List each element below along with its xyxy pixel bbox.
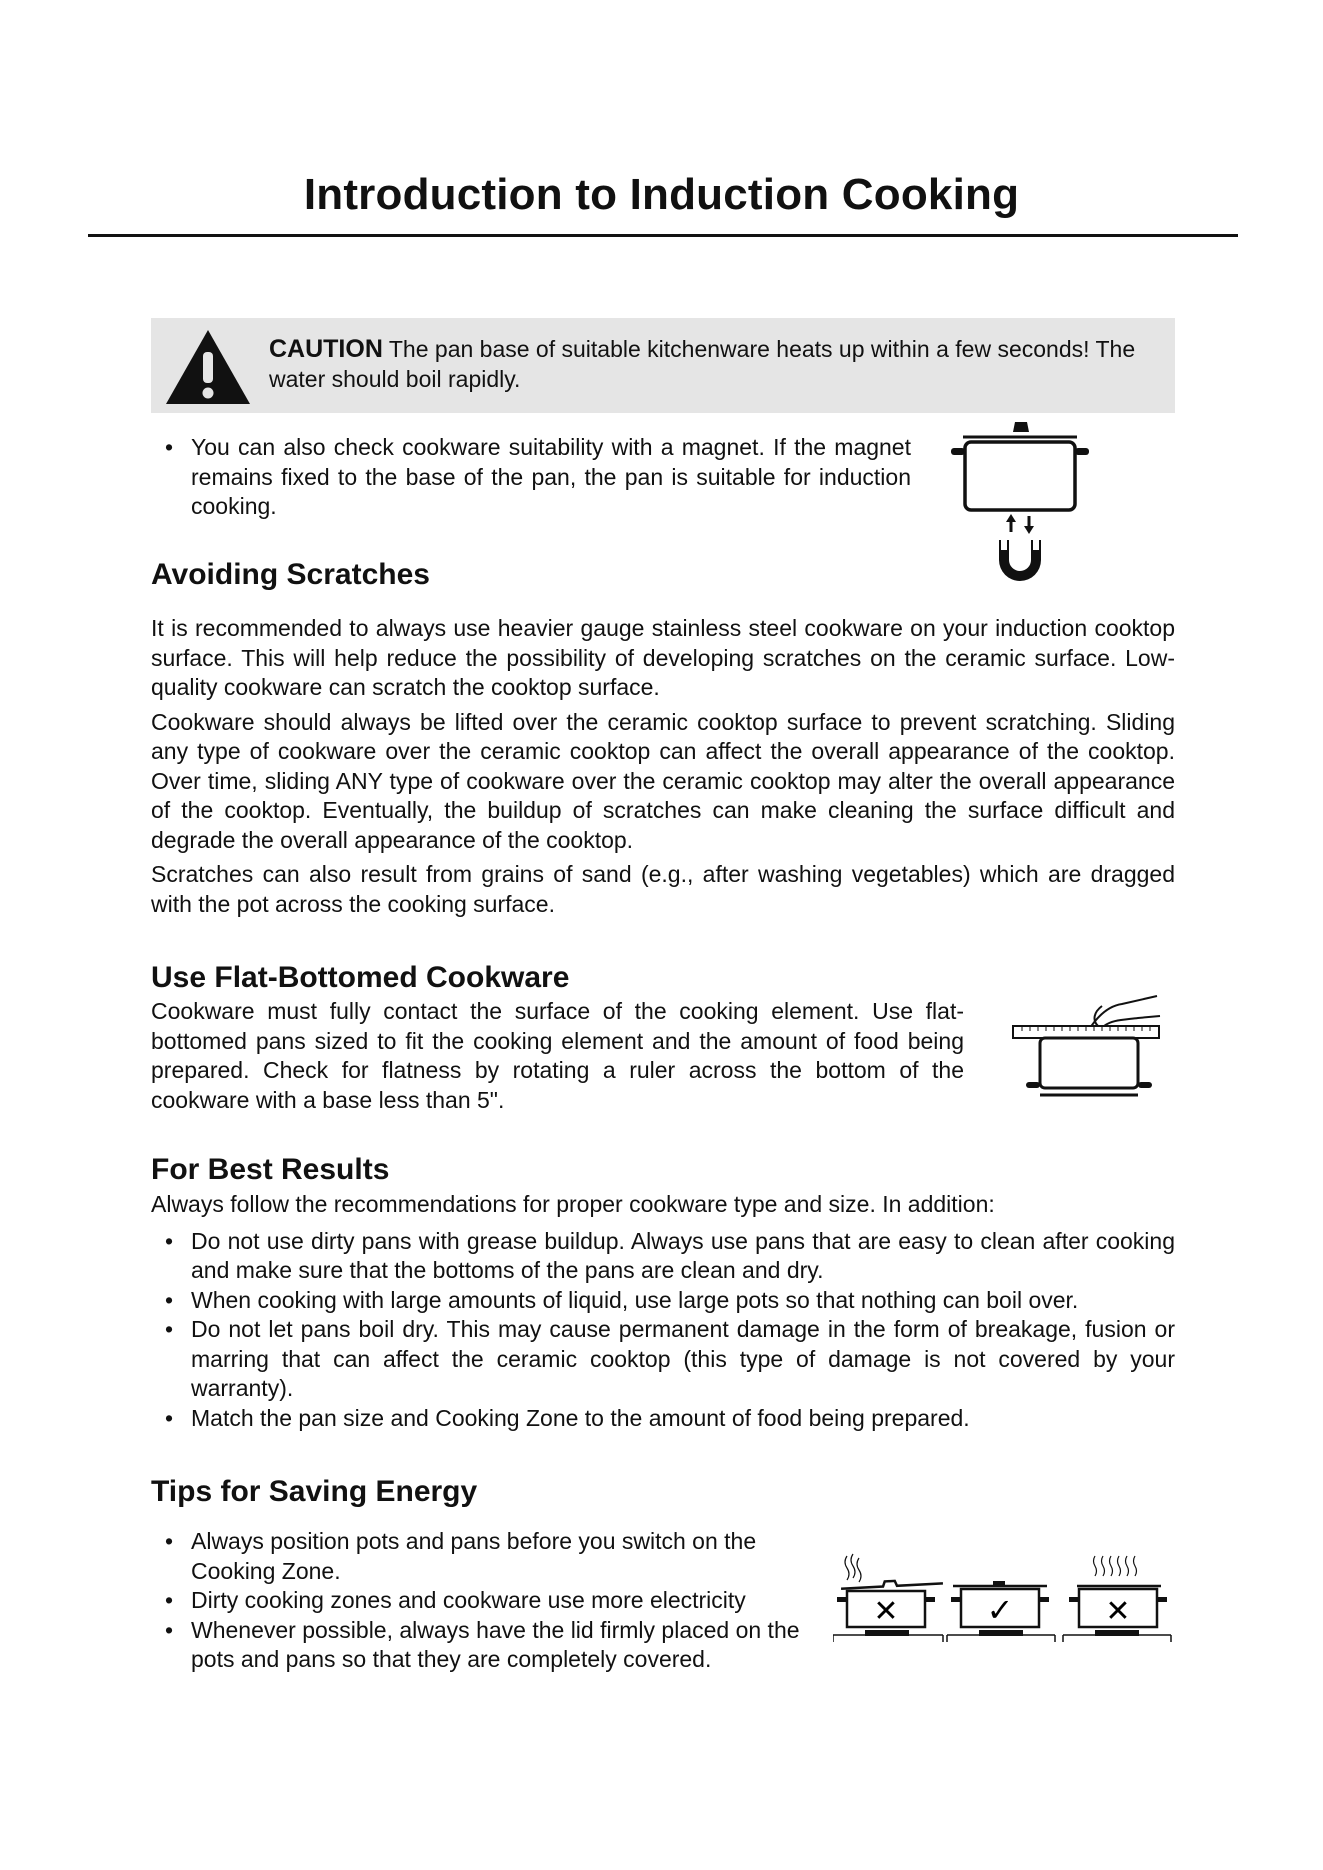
pot-magnet-illustration <box>945 418 1095 588</box>
cross-mark: ✕ <box>1105 1594 1131 1629</box>
warning-icon <box>164 328 252 406</box>
paragraph: Scratches can also result from grains of sand (e.g., after washing vegetables) which are dragged with the pot across the cooking surface. <box>151 861 1175 917</box>
heading-avoiding-scratches: Avoiding Scratches <box>151 558 430 591</box>
page-title: Introduction to Induction Cooking <box>303 170 1020 219</box>
cross-mark: ✕ <box>873 1594 899 1629</box>
heading-best-results: For Best Results <box>151 1153 390 1186</box>
magnet-list <box>151 433 911 522</box>
avoiding-scratches-body <box>151 614 1175 919</box>
list-item: • When cooking with large amounts of liquid, use large pots so that nothing can boil over. <box>151 1286 1175 1316</box>
list-item: • Always position pots and pans before you switch on the Cooking Zone. <box>151 1527 811 1586</box>
list-item: • Whenever possible, always have the lid firmly placed on the pots and pans so that they are completely covered. <box>151 1616 811 1675</box>
check-mark: ✓ <box>986 1591 1014 1629</box>
caution-text: The pan base of suitable kitchenware heats up within a few seconds! The water should boil rapidly. <box>269 336 1136 392</box>
paragraph: Cookware must fully contact the surface of the cooking element. Use flat-bottomed pans sized to fit the cooking element and the amount of food being prepared. Check for flatness by rotating a ruler across the bottom of the cookware with a base less than 5". <box>151 998 964 1113</box>
list-item: • You can also check cookware suitability with a magnet. If the magnet remains fixed to the base of the pan, the pan is suitable for induction cooking. <box>151 433 911 522</box>
ruler-pan-illustration <box>1012 990 1172 1100</box>
heading-flat-bottomed: Use Flat-Bottomed Cookware <box>151 961 570 994</box>
paragraph: It is recommended to always use heavier gauge stainless steel cookware on your induction cooktop surface. This will help reduce the possibility of developing scratches on the ceramic surface. Low-quality cookware can scratch the cooktop surface. <box>151 615 1175 700</box>
paragraph: Cookware should always be lifted over the ceramic cooktop surface to prevent scratching. Sliding any type of cookware over the ceramic cooktop can affect the overall appearance of the cooktop. Over time, sliding ANY type of cookware over the ceramic cooktop may alter the overall appearance of the cooktop. Eventually, the buildup of scratches can make cleaning the surface difficult and degrade the overall appearance of the cooktop. <box>151 708 1175 853</box>
list-item: • Match the pan size and Cooking Zone to the amount of food being prepared. <box>151 1404 1175 1434</box>
title-divider <box>88 234 1238 237</box>
caution-box <box>151 318 1175 413</box>
best-results-list <box>151 1227 1175 1434</box>
saving-energy-list <box>151 1527 811 1675</box>
list-item: • Do not use dirty pans with grease buildup. Always use pans that are easy to clean after cooking and make sure that the bottoms of the pans are clean and dry. <box>151 1227 1175 1286</box>
caution-label: CAUTION <box>269 335 383 363</box>
list-item: • Do not let pans boil dry. This may cause permanent damage in the form of breakage, fusion or marring that can affect the ceramic cooktop (this type of damage is not covered by your warranty). <box>151 1315 1175 1404</box>
list-item: • Dirty cooking zones and cookware use more electricity <box>151 1586 811 1616</box>
paragraph: Always follow the recommendations for proper cookware type and size. In addition: <box>151 1191 995 1217</box>
heading-saving-energy: Tips for Saving Energy <box>151 1475 478 1508</box>
energy-pots-illustration <box>833 1550 1173 1650</box>
